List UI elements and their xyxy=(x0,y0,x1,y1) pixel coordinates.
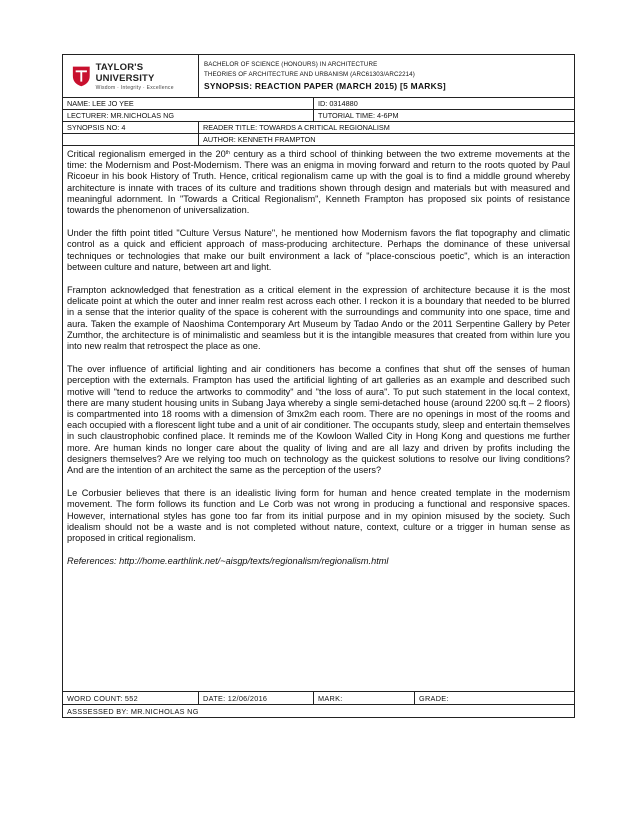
synopsis-number: SYNOPSIS NO: 4 xyxy=(63,122,199,134)
taylors-crest-icon xyxy=(71,64,92,88)
logo-cell xyxy=(63,55,199,98)
synopsis-sheet xyxy=(62,54,574,718)
program-name: BACHELOR OF SCIENCE (HONOURS) IN ARCHITECTURE xyxy=(204,61,378,68)
tutorial-time: TUTORIAL TIME: 4-6PM xyxy=(314,110,575,122)
paragraph-1-start: Critical regionalism emerged in the 20 xyxy=(67,149,226,159)
paragraph-3: Frampton acknowledged that fenestration as a critical element in the expression of architecture because it is the most delicate point at which the outer and inner realm rest across each other. I reckon it is a boundary that needed to be blurred in a sense that the interior quality of the space is coherent with the surroundings and community into one space, time and aura. Taken the example of Naoshima Contemporary Art Museum by Tadao Ando or the 2011 Serpentine Gallery by Peter Zumthor, the architecture is of minimalistic and seamless but it is the intangible measures that created from within lure you into new realm that retrospect the place as one. xyxy=(67,285,571,352)
mark: MARK: xyxy=(314,692,415,705)
grade: GRADE: xyxy=(415,692,575,705)
paragraph-4: The over influence of artificial lighting and air conditioners has become a confines that shut off the senses of human perception with the externals. Frampton has used the artificial lighting of art galleries as an example and described such motive will "tend to reduce the artworks to commodity" and "the loss of aura". To put such statement in the local context, there are many student housing units in Subang Jaya whereby a single semi-detached house (around 2200 sq.ft – 2 floors) is compartmented into 18 rooms with a dimension of 3mx2m each room. There are no openings in most of the rooms and each occupied with a florescent light tube and a unit of air conditioner. The occupants study, sleep and entertain themselves in such claustrophobic confined place. It reminds me of the Kowloon Walled City in Hong Kong and questions me further more. Are human kinds no longer care about the quality of living and are all lazy and driven by profits including the designers themselves? Are we relying too much on technology as the quickest solutions to resolve our living conditions? And are the intention of an architect the same as the perception of the users? xyxy=(67,364,571,476)
course-name: THEORIES OF ARCHITECTURE AND URBANISM (ARC61303/ARC2214) xyxy=(204,71,415,78)
paragraph-1-rest: century as a third school of thinking between the two extreme movements at the time: the Modernism and Post-Modernism. There was an enigma in moving forward and return to the roots quoted by Paul Ricoeur in his book History of Truth. Hence, critical regionalism came up with the goal is to find a middle ground whereby architecture is innate with traces of its culture and traditions shown through design and materials but with measured and meaningful adornment. In "Towards a Critical Regionalism", Kenneth Frampton has proposed six points of resistance towards the phenomenon of universalization. xyxy=(67,149,571,216)
word-count: WORD COUNT: 552 xyxy=(63,692,199,705)
synopsis-body xyxy=(63,146,575,692)
reader-author: AUTHOR: KENNETH FRAMPTON xyxy=(199,134,575,146)
student-name: NAME: LEE JO YEE xyxy=(63,98,314,110)
assessed-by: ASSSESSED BY: MR.NICHOLAS NG xyxy=(63,705,575,718)
lecturer: LECTURER: MR.NICHOLAS NG xyxy=(63,110,314,122)
logo-name: TAYLOR'S UNIVERSITY xyxy=(95,61,155,84)
paragraph-5: Le Corbusier believes that there is an idealistic living form for human and hence created template in the modernism movement. The form follows its function and Le Corb was not wrong in producing a functional and responsive spaces. However, international styles has gone too far from its initial purpose and in my opinion misused by the society. Such idealism should not be a waste and is not completed without nature, context, culture or a trigger in human sense as proposed in critical regionalism. xyxy=(67,488,571,544)
paragraph-2: Under the fifth point titled "Culture Versus Nature", he mentioned how Modernism favors the flat topography and climatic control as a quick and efficient approach of mass-producing architecture. Perhaps the dominance of these universal techniques or technologies that make our built environment a lack of "place-conscious poetic", which is an interaction between culture and nature, between art and light. xyxy=(67,228,571,272)
student-id: ID: 0314880 xyxy=(314,98,575,110)
university-logo xyxy=(63,62,198,91)
ordinal-superscript: th xyxy=(225,150,230,156)
synopsis-table xyxy=(62,54,575,718)
blank-cell xyxy=(63,134,199,146)
logo-tagline: Wisdom · Integrity · Excellence xyxy=(95,84,174,91)
course-cell xyxy=(199,55,575,98)
synopsis-title: SYNOPSIS: REACTION PAPER (MARCH 2015) [5 MARKS] xyxy=(204,81,446,91)
date: DATE: 12/06/2016 xyxy=(199,692,314,705)
references: References: http://home.earthlink.net/~aisgp/texts/regionalism/regionalism.html xyxy=(67,556,389,567)
paragraph-1 xyxy=(67,149,570,216)
reader-title: READER TITLE: TOWARDS A CRITICAL REGIONALISM xyxy=(199,122,575,134)
